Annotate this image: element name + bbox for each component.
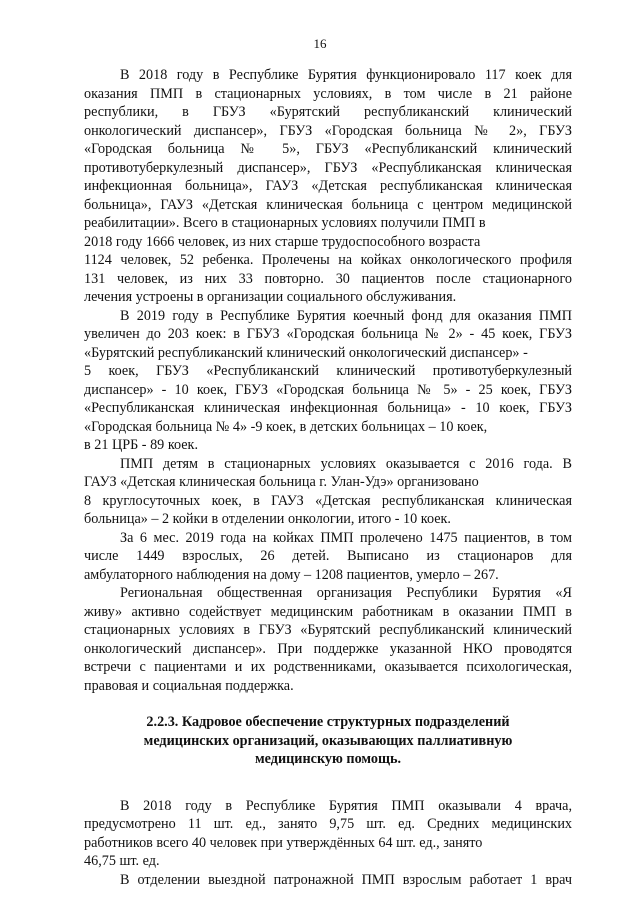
text-line: республики, в ГБУЗ «Бурятский республиканский клинический [84,104,572,120]
text-line: 8 круглосуточных коек, в ГАУЗ «Детская республиканская клиническая [84,492,572,509]
text-line: 1124 человек, 52 ребенка. Пролечены на койках онкологического профиля [84,252,572,268]
paragraph [84,307,572,455]
text-line: лечения устроены в организации социального обслуживания. [84,289,457,305]
text-line: реабилитации». Всего в стационарных условиях получили ПМП в [84,215,486,231]
text-line: ГАУЗ «Детская клиническая больница г. Улан-Удэ» организовано [84,474,479,490]
text-line: правовая и социальная поддержка. [84,677,294,694]
heading-line: 2.2.3. Кадровое обеспечение структурных подразделений [146,714,510,730]
text-line: живу» активно содействует медицинским работникам в оказании ПМП в [84,603,572,620]
text-line: 46,75 шт. ед. [84,853,160,869]
spacer [84,695,572,713]
text-line: противотуберкулезный диспансер», ГБУЗ «Республиканская клиническая [84,159,572,176]
text-line: инфекционная больница», ГАУЗ «Детская республиканская клиническая [84,178,572,194]
paragraph [84,584,572,695]
text-line: ПМП детям в стационарных условиях оказывается с 2016 года. В [120,455,572,472]
text-line: 2018 году 1666 человек, из них старше трудоспособного возраста [84,233,481,250]
text-line: «Бурятский республиканский клинический онкологический диспансер» - [84,344,528,361]
page-number: 16 [313,36,327,51]
text-line: 131 человек, из них 33 повторно. 30 пациентов после стационарного [84,270,572,287]
paragraph [84,797,572,871]
text-line: числе 1449 взрослых, 26 детей. Выписано из стационаров для [84,548,572,564]
text-line: увеличен до 203 коек: в ГБУЗ «Городская больница № 2» - 45 коек, ГБУЗ [84,326,572,342]
text-line: больница» – 2 койки в отделении онкологии, итого - 10 коек. [84,511,451,527]
text-line: в 21 ЦРБ - 89 коек. [84,437,198,453]
heading-line: медицинскую помощь. [255,751,401,767]
text-line: В 2018 году в Республике Бурятия функционировало 117 коек для [120,67,572,83]
spacer [84,769,572,797]
paragraph [84,455,572,529]
text-line: «Республиканская клиническая инфекционная больница» - 10 коек, ГБУЗ [84,400,572,416]
text-line: диспансер» - 10 коек, ГБУЗ «Городская больница № 5» - 25 коек, ГБУЗ [84,381,572,398]
text-line: В 2019 году в Республике Бурятия коечный фонд для оказания ПМП [120,307,572,324]
section-heading [84,713,572,769]
text-line: амбулаторного наблюдения на дому – 1208 пациентов, умерло – 267. [84,566,499,583]
text-line: встречи с пациентами и их родственниками, оказывается психологическая, [84,659,572,675]
text-line: оказания ПМП в стационарных условиях, в том числе в 21 районе [84,85,572,102]
paragraph [84,871,572,890]
text-line: 5 коек, ГБУЗ «Республиканский клинический противотуберкулезный [84,363,572,379]
heading-line: медицинских организаций, оказывающих паллиативную [143,732,513,749]
paragraph [84,66,572,307]
text-line: предусмотрено 11 шт. ед., занято 9,75 шт. ед. Средних медицинских [84,816,572,832]
document-body [84,66,572,889]
text-line: работников всего 40 человек при утверждённых 64 шт. ед., занято [84,834,483,851]
text-line: больница», ГАУЗ «Детская клиническая больница с центром медицинской [84,196,572,213]
text-line: За 6 мес. 2019 года на койках ПМП пролечено 1475 пациентов, в том [120,529,572,546]
text-line: В 2018 году в Республике Бурятия ПМП оказывали 4 врача, [120,797,572,814]
text-line: «Городская больница № 4» -9 коек, в детских больницах – 10 коек, [84,418,488,435]
text-line: стационарных условиях в ГБУЗ «Бурятский республиканский клинический [84,622,572,638]
text-line: Региональная общественная организация Республики Бурятия «Я [120,585,572,601]
text-line: онкологический диспансер», ГБУЗ «Городская больница № 2», ГБУЗ [84,122,572,139]
text-line: «Городская больница № 5», ГБУЗ «Республиканский клинический [84,141,572,157]
paragraph [84,529,572,585]
text-line: онкологический диспансер». При поддержке указанной НКО проводятся [84,640,572,657]
text-line: В отделении выездной патронажной ПМП взрослым работает 1 врач [120,871,572,888]
